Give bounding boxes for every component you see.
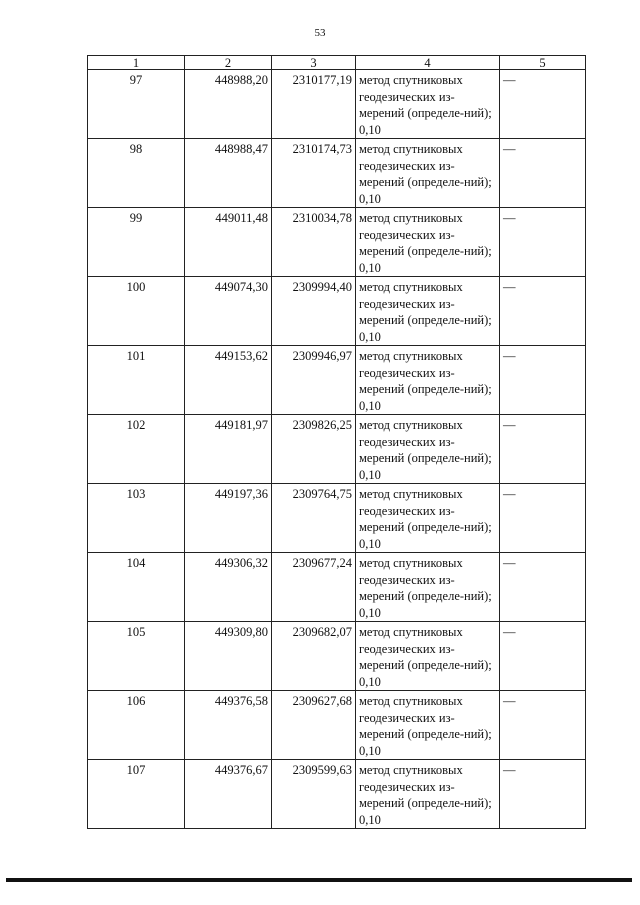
table-row [88, 691, 586, 760]
header-col-4: 4 [356, 56, 500, 70]
note-cell: — [500, 622, 586, 691]
table-row [88, 139, 586, 208]
header-col-3: 3 [272, 56, 356, 70]
method-cell: метод спутниковых геодезических из-мерений (определе-ний); 0,10 [356, 622, 500, 691]
point-number-cell: 103 [88, 484, 185, 553]
method-cell: метод спутниковых геодезических из-мерений (определе-ний); 0,10 [356, 346, 500, 415]
y-coordinate-cell: 2309764,75 [272, 484, 356, 553]
note-cell: — [500, 415, 586, 484]
table-row [88, 277, 586, 346]
note-cell: — [500, 139, 586, 208]
x-coordinate-cell: 449011,48 [185, 208, 272, 277]
method-cell: метод спутниковых геодезических из-мерений (определе-ний); 0,10 [356, 208, 500, 277]
method-cell: метод спутниковых геодезических из-мерений (определе-ний); 0,10 [356, 691, 500, 760]
note-cell: — [500, 277, 586, 346]
x-coordinate-cell: 449376,58 [185, 691, 272, 760]
coordinates-table [87, 55, 586, 829]
y-coordinate-cell: 2309682,07 [272, 622, 356, 691]
point-number-cell: 100 [88, 277, 185, 346]
point-number-cell: 99 [88, 208, 185, 277]
table-row [88, 622, 586, 691]
y-coordinate-cell: 2310177,19 [272, 70, 356, 139]
table-row [88, 484, 586, 553]
point-number-cell: 107 [88, 760, 185, 829]
x-coordinate-cell: 449181,97 [185, 415, 272, 484]
y-coordinate-cell: 2310034,78 [272, 208, 356, 277]
table-row [88, 415, 586, 484]
page-number: 53 [314, 27, 326, 39]
y-coordinate-cell: 2309946,97 [272, 346, 356, 415]
table-row [88, 553, 586, 622]
x-coordinate-cell: 449197,36 [185, 484, 272, 553]
note-cell: — [500, 346, 586, 415]
method-cell: метод спутниковых геодезических из-мерений (определе-ний); 0,10 [356, 277, 500, 346]
note-cell: — [500, 70, 586, 139]
point-number-cell: 101 [88, 346, 185, 415]
method-cell: метод спутниковых геодезических из-мерений (определе-ний); 0,10 [356, 760, 500, 829]
x-coordinate-cell: 448988,47 [185, 139, 272, 208]
x-coordinate-cell: 449309,80 [185, 622, 272, 691]
x-coordinate-cell: 449153,62 [185, 346, 272, 415]
point-number-cell: 98 [88, 139, 185, 208]
note-cell: — [500, 208, 586, 277]
y-coordinate-cell: 2309599,63 [272, 760, 356, 829]
header-row [88, 56, 586, 70]
y-coordinate-cell: 2309994,40 [272, 277, 356, 346]
method-cell: метод спутниковых геодезических из-мерений (определе-ний); 0,10 [356, 70, 500, 139]
table-row [88, 208, 586, 277]
point-number-cell: 104 [88, 553, 185, 622]
table-row [88, 346, 586, 415]
point-number-cell: 106 [88, 691, 185, 760]
point-number-cell: 102 [88, 415, 185, 484]
note-cell: — [500, 484, 586, 553]
method-cell: метод спутниковых геодезических из-мерений (определе-ний); 0,10 [356, 484, 500, 553]
x-coordinate-cell: 449306,32 [185, 553, 272, 622]
x-coordinate-cell: 449074,30 [185, 277, 272, 346]
table-row [88, 70, 586, 139]
header-col-5: 5 [500, 56, 586, 70]
x-coordinate-cell: 449376,67 [185, 760, 272, 829]
point-number-cell: 97 [88, 70, 185, 139]
method-cell: метод спутниковых геодезических из-мерений (определе-ний); 0,10 [356, 139, 500, 208]
header-col-1: 1 [88, 56, 185, 70]
point-number-cell: 105 [88, 622, 185, 691]
method-cell: метод спутниковых геодезических из-мерений (определе-ний); 0,10 [356, 415, 500, 484]
header-col-2: 2 [185, 56, 272, 70]
table-header [88, 56, 586, 70]
note-cell: — [500, 760, 586, 829]
y-coordinate-cell: 2309627,68 [272, 691, 356, 760]
y-coordinate-cell: 2309677,24 [272, 553, 356, 622]
note-cell: — [500, 553, 586, 622]
x-coordinate-cell: 448988,20 [185, 70, 272, 139]
y-coordinate-cell: 2309826,25 [272, 415, 356, 484]
table-body [88, 70, 586, 829]
table-row [88, 760, 586, 829]
y-coordinate-cell: 2310174,73 [272, 139, 356, 208]
note-cell: — [500, 691, 586, 760]
method-cell: метод спутниковых геодезических из-мерений (определе-ний); 0,10 [356, 553, 500, 622]
bottom-rule [6, 878, 632, 882]
